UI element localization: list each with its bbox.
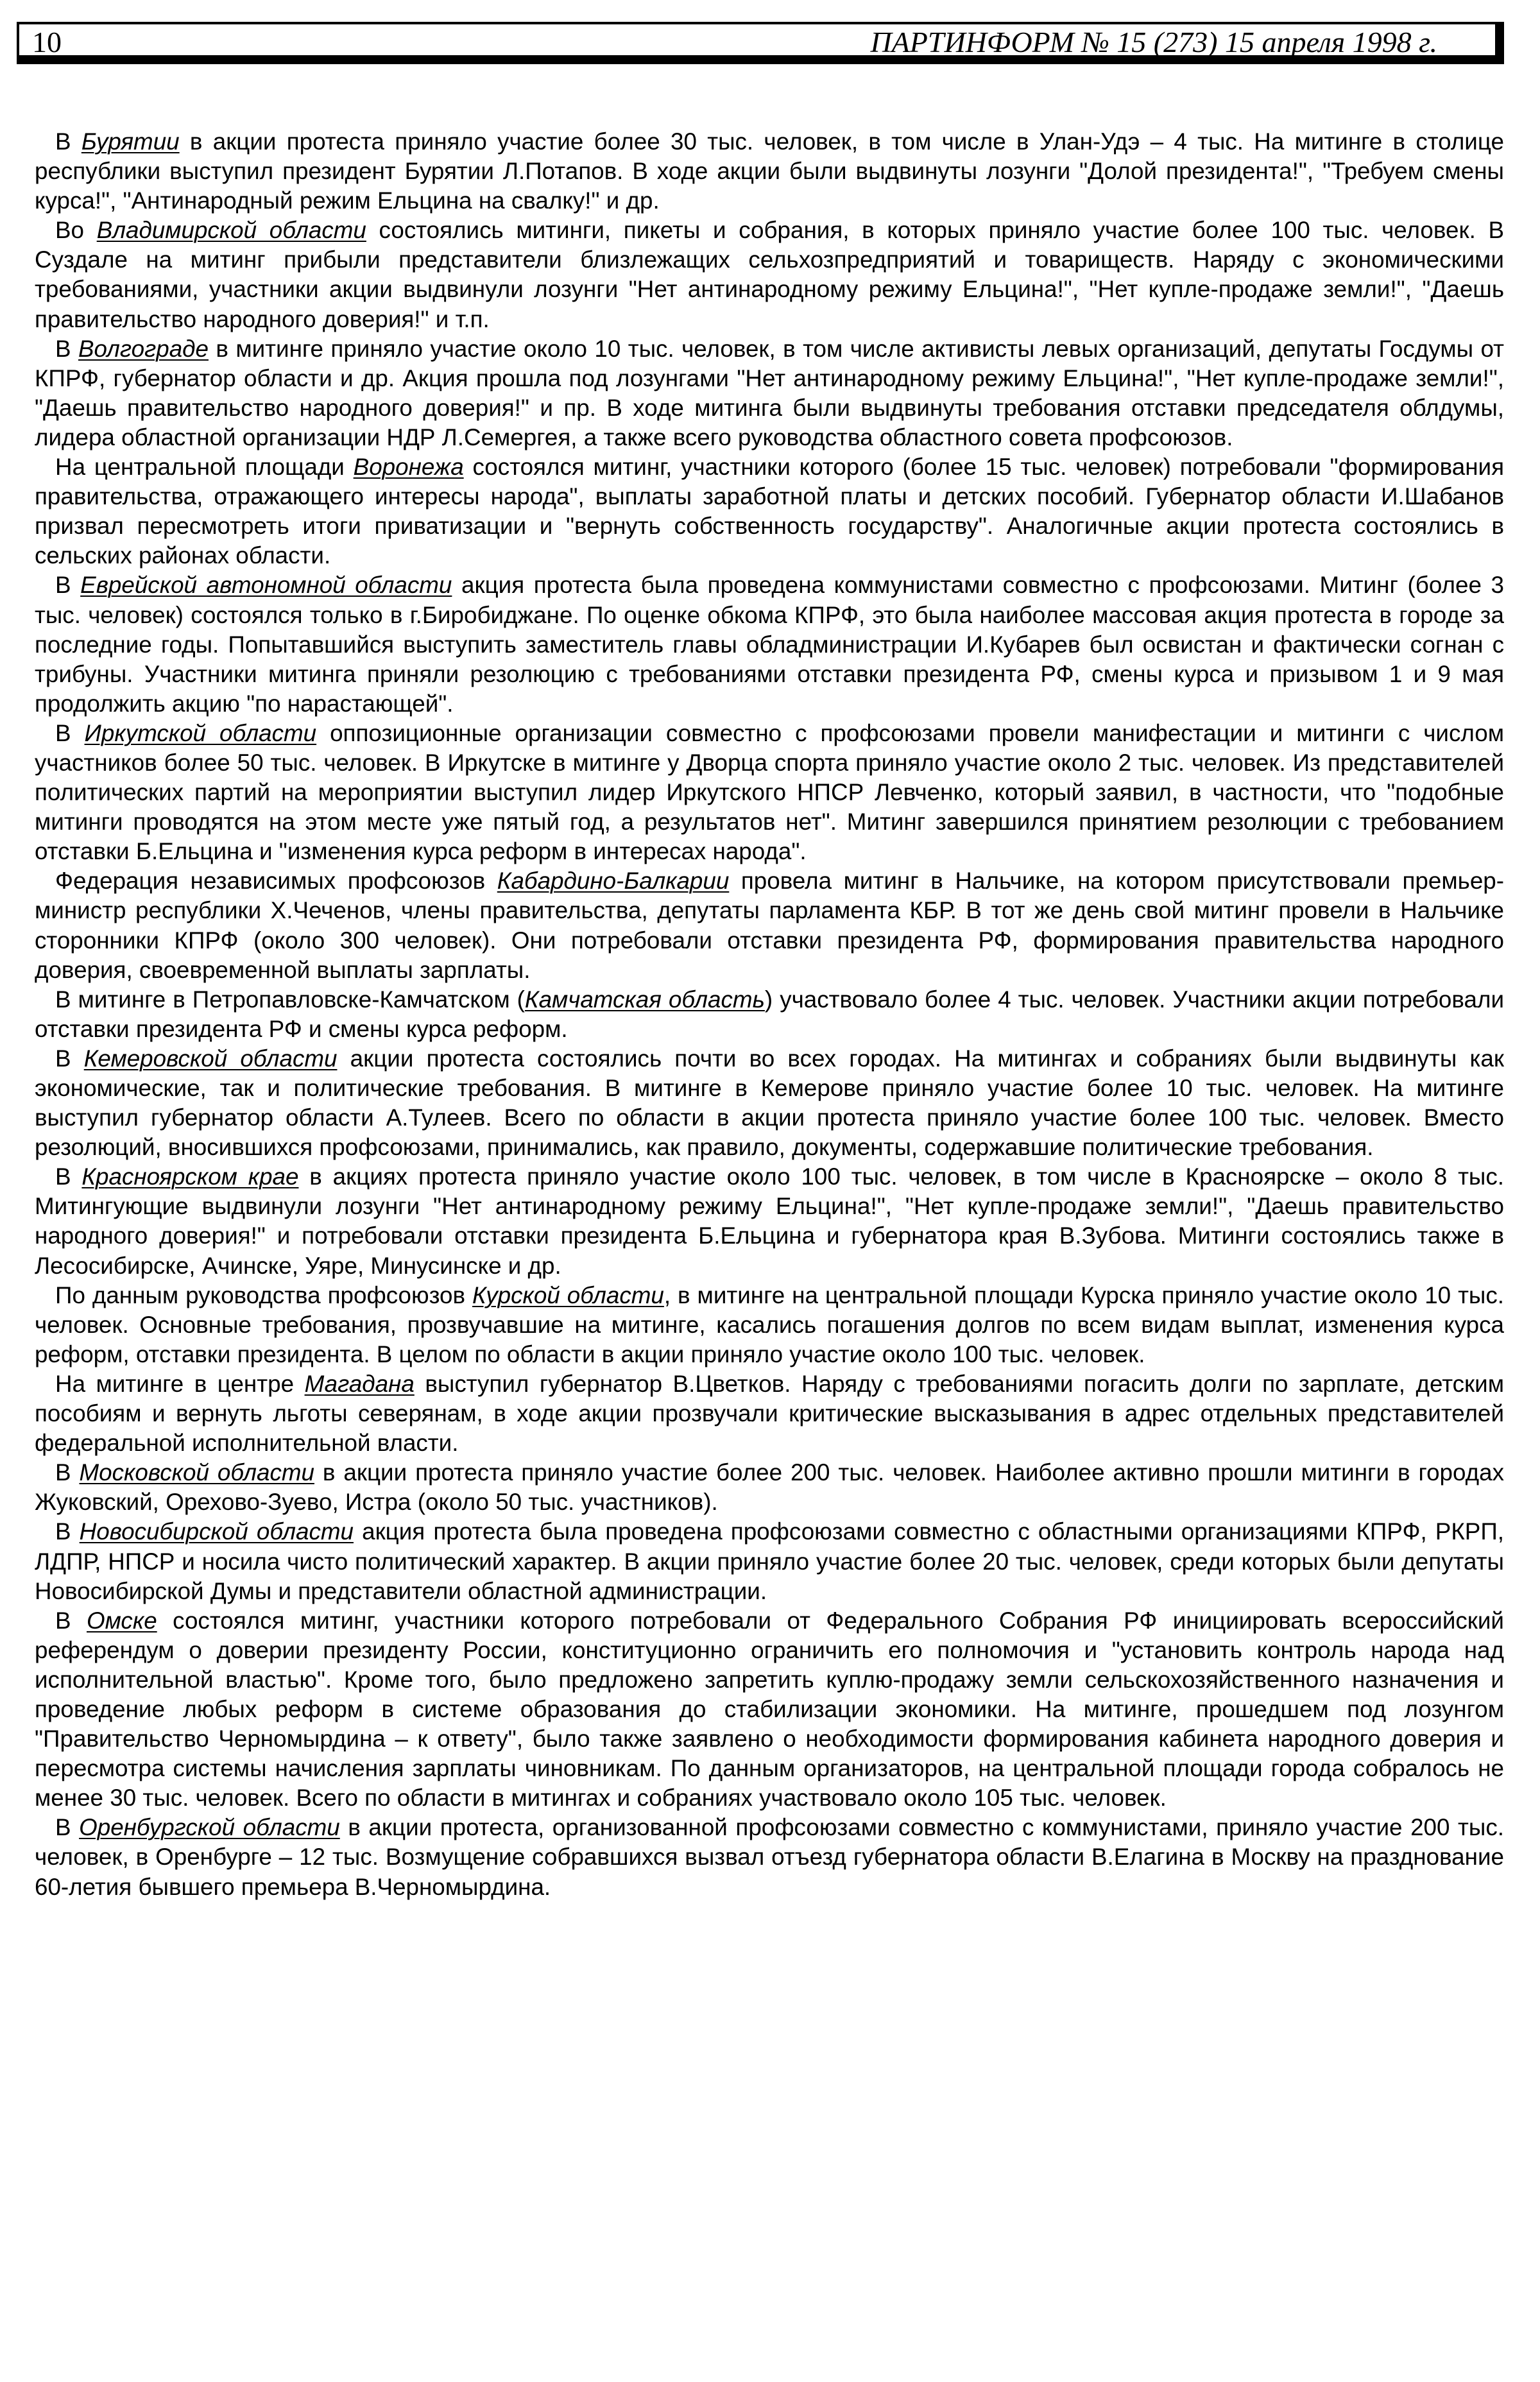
paragraph-text: акция протеста была проведена коммунистами совместно с профсоюзами. Митинг (более 3 тыс. человек) состоялся только в г.Биробиджане. По оценке обкома КПРФ, это была наиболее массовая акция протеста в городе за последние годы. Попытавшийся выступить заместитель главы обладминистрации И.Кубарев был освистан и фактически согнан с трибуны. Участники митинга приняли резолюцию с требованиями отставки президента РФ, смены курса и призывом 1 и 9 мая продолжить акцию "по нарастающей". [35,572,1504,717]
region-name: Воронежа [353,454,464,481]
paragraph-voronezh [35,452,1504,570]
paragraph-novosibirsk [35,1517,1504,1606]
region-name: Новосибирской области [79,1518,354,1545]
page-number: 10 [32,26,62,58]
paragraph-text: Федерация независимых профсоюзов [55,868,497,895]
paragraph-text: В [55,572,81,599]
paragraph-irkutsk [35,719,1504,866]
paragraph-text: акции протеста состоялись почти во всех городах. На митингах и собраниях были выдвинуты как экономические, так и политические требования. В митинге в Кемерове приняло участие более 10 тыс. человек. На митинге выступил губернатор области А.Тулеев. Всего по области в акции протеста приняло участие более 100 тыс. человек. Вместо резолюций, вносившихся профсоюзами, принимались, как правило, документы, содержавшие политические требования. [35,1045,1504,1161]
region-name: Еврейской автономной области [80,572,452,599]
paragraph-text: В [55,335,78,362]
paragraph-text: В митинге в Петропавловске-Камчатском ( [55,986,525,1013]
paragraph-text: В [55,128,81,155]
paragraph-text: выступил губернатор В.Цветков. Наряду с требованиями погасить долги по зарплате, детским пособиям и вернуть льготы северянам, в ходе акции прозвучали критические высказывания в адрес отдельных представителей федеральной исполнительной власти. [35,1370,1504,1457]
region-name: Кемеровской области [83,1045,338,1072]
paragraph-kabardino-balkaria [35,866,1504,984]
paragraph-omsk [35,1606,1504,1813]
region-name: Омске [87,1607,157,1634]
paragraph-text: В [55,1459,80,1486]
region-name: Бурятии [81,128,180,155]
paragraph-text: ) участвовало более 4 тыс. человек. Участники акции потребовали отставки президента РФ и смены курса реформ. [35,986,1505,1042]
paragraph-text: На митинге в центре [55,1370,305,1397]
paragraph-krasnoyarsk [35,1162,1504,1280]
paragraph-text: провела митинг в Нальчике, на котором присутствовали премьер-министр республики Х.Чеченов, члены правительства, депутаты парламента КБР. В тот же день свой митинг провели в Нальчике сторонники КПРФ (около 300 человек). Они потребовали отставки президента РФ, формирования правительства народного доверия, своевременной выплаты зарплаты. [35,868,1504,983]
paragraph-magadan [35,1369,1504,1458]
paragraph-orenburg [35,1813,1504,1901]
page-header [17,22,1504,64]
article-body [35,127,1504,1902]
region-name: Иркутской области [84,719,317,746]
region-name: Волгограде [78,335,209,362]
paragraph-text: В [55,1045,84,1072]
paragraph-moscow-oblast [35,1458,1504,1517]
paragraph-text: В [55,719,85,746]
paragraph-text: состоялись митинги, пикеты и собрания, в которых приняло участие более 100 тыс. человек. В Суздале на митинг прибыли представители близлежащих сельхозпредприятий и товариществ. Наряду с экономическими требованиями, участники акции выдвинули лозунги "Нет антинародному режиму Ельцина!", "Нет купле-продаже земли!", "Даешь правительство народного доверия!" и т.п. [35,217,1505,332]
paragraph-text: В [55,1607,87,1634]
region-name: Владимирской области [96,217,366,244]
paragraph-vladimir [35,216,1504,334]
paragraph-text: Во [55,217,97,244]
paragraph-text: в акциях протеста приняло участие около 100 тыс. человек, в том числе в Красноярске – около 8 тыс. Митингующие выдвинули лозунги "Нет антинародному режиму Ельцина!", "Нет купле-продаже земли!", "Даешь правительство народного доверия!" и потребовали отставки президента Б.Ельцина и губернатора края В.Зубова. Митинги состоялись также в Лесосибирске, Ачинске, Уяре, Минусинске и др. [35,1163,1504,1279]
paragraph-text: В [55,1163,82,1190]
paragraph-text: На центральной площади [55,454,354,481]
paragraph-text: в акции протеста приняло участие более 200 тыс. человек. Наиболее активно прошли митинги в городах Жуковский, Орехово-Зуево, Истра (около 50 тыс. участников). [35,1459,1504,1516]
region-name: Курской области [472,1281,664,1308]
paragraph-text: в акции протеста, организованной профсоюзами совместно с коммунистами, приняло участие 200 тыс. человек, в Оренбурге – 12 тыс. Возмущение собравшихся вызвал отъезд губернатора области В.Елагина в Москву на празднование 60-летия бывшего премьера В.Черномырдина. [35,1814,1504,1900]
paragraph-text: состоялся митинг, участники которого потребовали от Федерального Собрания РФ инициировать всероссийский референдум о доверии президенту России, конституционно ограничить его полномочия и "установить контроль народа над исполнительной властью". Кроме того, было предложено запретить куплю-продажу земли сельскохозяйственного назначения и проведение любых реформ в системе образования до стабилизации экономики. На митинге, прошедшем под лозунгом "Правительство Черномырдина – к ответу", было также заявлено о необходимости формирования кабинета народного доверия и пересмотра системы начисления зарплаты чиновникам. По данным организаторов, на центральной площади города собралось не менее 30 тыс. человек. Всего по области в митингах и собраниях участвовало около 105 тыс. человек. [35,1607,1504,1812]
paragraph-volgograd [35,334,1504,452]
paragraph-text: В [55,1518,80,1545]
paragraph-text: в акции протеста приняло участие более 30 тыс. человек, в том числе в Улан-Удэ – 4 тыс. На митинге в столице республики выступил президент Бурятии Л.Потапов. В ходе акции были выдвинуты лозунги "Долой президента!", "Требуем смены курса!", "Антинародный режим Ельцина на свалку!" и др. [35,128,1504,214]
paragraph-text: акция протеста была проведена профсоюзами совместно с областными организациями КПРФ, РКРП, ЛДПР, НПСР и носила чисто политический характер. В акции приняло участие более 20 тыс. человек, среди которых были депутаты Новосибирской Думы и представители областной администрации. [35,1518,1505,1604]
region-name: Магадана [304,1370,415,1397]
region-name: Камчатская область [524,986,765,1013]
region-name: Красноярском крае [81,1163,299,1190]
paragraph-text: , в митинге на центральной площади Курска приняло участие около 10 тыс. человек. Основные требования, прозвучавшие на митинге, касались погашения долгов по всем видам выплат, изменения курса реформ, отставки президента. В целом по области в акции приняло участие около 100 тыс. человек. [35,1281,1504,1367]
region-name: Московской области [79,1459,314,1486]
paragraph-jewish-ao [35,570,1504,718]
region-name: Кабардино-Балкарии [497,868,730,895]
paragraph-text: В [55,1814,80,1841]
paragraph-kemerovo [35,1044,1504,1162]
paragraph-text: оппозиционные организации совместно с профсоюзами провели манифестации и митинги с числом участников более 50 тыс. человек. В Иркутске в митинге у Дворца спорта приняло участие около 2 тыс. человек. Из представителей политических партий на мероприятии выступил лидер Иркутского НПСР Левченко, который заявил, в частности, что "подобные митинги проводятся на этом месте уже пятый год, а результатов нет". Митинг завершился принятием резолюции с требованием отставки Б.Ельцина и "изменения курса реформ в интересах народа". [35,719,1504,865]
masthead-title: ПАРТИНФОРМ № 15 (273) 15 апреля 1998 г. [870,26,1437,58]
region-name: Оренбургской области [79,1814,340,1841]
paragraph-text: состоялся митинг, участники которого (более 15 тыс. человек) потребовали "формирования правительства, отражающего интересы народа", выплаты заработной платы и детских пособий. Губернатор области И.Шабанов призвал пересмотреть итоги приватизации и "вернуть собственность государству". Аналогичные акции протеста состоялись в сельских районах области. [35,454,1504,569]
paragraph-buryatia [35,127,1504,216]
paragraph-text: По данным руководства профсоюзов [55,1281,472,1308]
paragraph-kamchatka [35,985,1504,1044]
paragraph-text: в митинге приняло участие около 10 тыс. человек, в том числе активисты левых организаций, депутаты Госдумы от КПРФ, губернатор области и др. Акция прошла под лозунгами "Нет антинародному режиму Ельцина!", "Нет купле-продаже земли!", "Даешь правительство народного доверия!" и пр. В ходе митинга были выдвинуты требования отставки председателя облдумы, лидера областной организации НДР Л.Семергея, а также всего руководства областного совета профсоюзов. [35,335,1504,450]
paragraph-kursk [35,1281,1504,1369]
